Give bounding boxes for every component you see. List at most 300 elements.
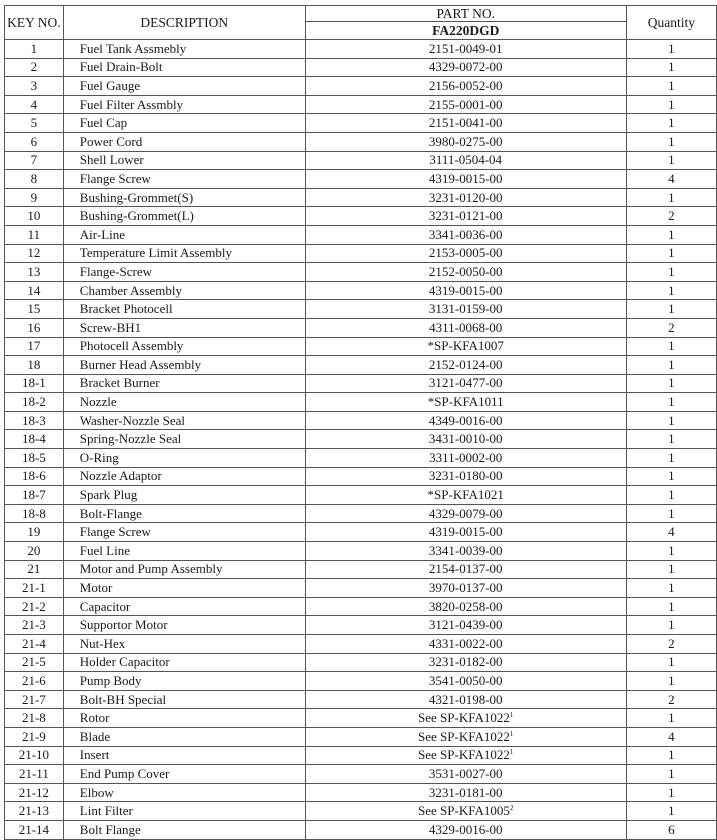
description-cell (63, 151, 305, 170)
quantity-cell-text: 1 (668, 245, 675, 261)
quantity-cell-text: 1 (668, 710, 675, 726)
part-no-cell (305, 504, 626, 523)
key-no-cell (5, 635, 64, 654)
table-row (5, 579, 717, 598)
quantity-cell (626, 188, 716, 207)
table-body (5, 40, 717, 840)
quantity-cell (626, 783, 716, 802)
part-no-cell (305, 783, 626, 802)
table-row (5, 225, 717, 244)
part-no-cell-text: 3231-0181-00 (428, 784, 503, 800)
table-row (5, 449, 717, 468)
part-no-cell-text: See SP-KFA1022 (418, 710, 510, 726)
quantity-cell-text: 1 (668, 784, 675, 800)
part-no-cell-text: 4319-0015-00 (428, 524, 503, 540)
quantity-cell (626, 802, 716, 821)
key-no-cell-text: 18-8 (21, 505, 46, 521)
key-no-cell (5, 672, 64, 691)
part-no-cell-text: 3541-0050-00 (428, 672, 503, 688)
description-cell (63, 820, 305, 839)
table-row (5, 411, 717, 430)
part-no-cell-text: 3121-0439-00 (428, 617, 503, 633)
key-no-cell-text: 7 (30, 152, 38, 168)
key-no-cell-text: 18-5 (21, 449, 46, 465)
part-no-cell (305, 393, 626, 412)
description-cell-text: Bracket Burner (79, 375, 160, 391)
part-no-cell-text: 2154-0137-00 (428, 561, 503, 577)
description-cell-text: Capacitor (79, 598, 131, 614)
quantity-cell-text: 6 (668, 821, 675, 837)
key-no-cell-text: 18-1 (21, 375, 46, 391)
description-cell (63, 318, 305, 337)
description-cell-text: Bolt Flange (79, 821, 141, 837)
quantity-cell-text: 1 (668, 226, 675, 242)
table-row (5, 727, 717, 746)
quantity-cell (626, 114, 716, 133)
key-no-cell-text: 3 (30, 77, 38, 93)
description-cell-text: Fuel Filter Assmbly (79, 96, 184, 112)
description-cell (63, 207, 305, 226)
part-no-cell (305, 653, 626, 672)
part-no-cell (305, 820, 626, 839)
table-row (5, 244, 717, 263)
part-no-cell (305, 188, 626, 207)
quantity-cell (626, 393, 716, 412)
description-cell-text: Fuel Tank Assmebly (79, 40, 187, 56)
part-no-cell-text: 4319-0015-00 (428, 170, 503, 186)
part-no-cell-text: 3231-0120-00 (428, 189, 503, 205)
quantity-cell (626, 467, 716, 486)
key-no-cell-text: 18-4 (21, 431, 46, 447)
description-cell-text: Elbow (79, 784, 114, 800)
part-no-cell (305, 486, 626, 505)
key-no-cell (5, 393, 64, 412)
key-no-cell-text: 11 (27, 226, 41, 242)
model-header: FA220DGD (305, 22, 626, 40)
part-no-cell (305, 560, 626, 579)
table-row (5, 765, 717, 784)
quantity-cell (626, 709, 716, 728)
table-row (5, 690, 717, 709)
quantity-cell (626, 746, 716, 765)
table-row (5, 58, 717, 77)
part-no-cell (305, 114, 626, 133)
key-no-cell (5, 802, 64, 821)
quantity-cell-text: 1 (668, 654, 675, 670)
quantity-cell-text: 1 (668, 152, 675, 168)
table-row (5, 616, 717, 635)
table-row (5, 300, 717, 319)
description-cell-text: Temperature Limit Assembly (79, 245, 232, 261)
description-cell (63, 727, 305, 746)
quantity-cell-text: 4 (668, 170, 675, 186)
description-cell (63, 132, 305, 151)
part-no-cell-text: 3131-0159-00 (428, 301, 503, 317)
key-no-cell (5, 356, 64, 375)
part-no-cell (305, 281, 626, 300)
description-cell (63, 765, 305, 784)
key-no-cell (5, 188, 64, 207)
quantity-header: Quantity (626, 6, 716, 40)
key-no-cell (5, 579, 64, 598)
part-no-cell-text: 2156-0052-00 (428, 77, 503, 93)
key-no-cell (5, 504, 64, 523)
footnote-marker: 1 (509, 748, 514, 757)
quantity-cell (626, 672, 716, 691)
part-no-cell-text: 3970-0137-00 (428, 580, 503, 596)
table-row (5, 95, 717, 114)
key-no-cell-text: 19 (27, 524, 41, 540)
description-cell-text: Burner Head Assembly (79, 356, 202, 372)
quantity-cell-text: 1 (668, 394, 675, 410)
part-no-cell-text: 4329-0072-00 (428, 59, 503, 75)
description-header: DESCRIPTION (63, 6, 305, 40)
key-no-cell-text: 5 (30, 115, 38, 131)
part-no-cell (305, 709, 626, 728)
quantity-cell (626, 597, 716, 616)
key-no-cell (5, 467, 64, 486)
part-no-cell-text: See SP-KFA1022 (418, 747, 510, 763)
quantity-cell-text: 1 (668, 505, 675, 521)
description-cell (63, 523, 305, 542)
part-no-cell-text: 3341-0039-00 (428, 542, 503, 558)
description-cell (63, 95, 305, 114)
description-cell-text: Fuel Drain-Bolt (79, 59, 163, 75)
quantity-cell-text: 1 (668, 617, 675, 633)
part-no-cell-text: *SP-KFA1021 (427, 487, 504, 503)
quantity-cell-text: 1 (668, 672, 675, 688)
quantity-cell-text: 1 (668, 115, 675, 131)
part-no-cell (305, 244, 626, 263)
key-no-cell-text: 21-7 (21, 691, 46, 707)
quantity-cell-text: 1 (668, 542, 675, 558)
key-no-cell (5, 170, 64, 189)
description-cell-text: Air-Line (79, 226, 126, 242)
description-cell (63, 746, 305, 765)
description-cell (63, 616, 305, 635)
quantity-cell (626, 207, 716, 226)
table-row (5, 783, 717, 802)
table-row (5, 151, 717, 170)
description-cell (63, 635, 305, 654)
key-no-cell (5, 263, 64, 282)
description-cell (63, 281, 305, 300)
quantity-cell (626, 300, 716, 319)
key-no-cell-text: 21-5 (21, 654, 46, 670)
key-no-cell (5, 77, 64, 96)
part-no-cell (305, 170, 626, 189)
description-cell-text: Supportor Motor (79, 617, 168, 633)
description-cell-text: Spark Plug (79, 487, 138, 503)
quantity-cell (626, 77, 716, 96)
footnote-marker: 1 (509, 711, 514, 720)
part-no-cell-text: 3820-0258-00 (428, 598, 503, 614)
quantity-cell-text: 1 (668, 356, 675, 372)
quantity-cell (626, 58, 716, 77)
description-cell (63, 393, 305, 412)
key-no-cell (5, 765, 64, 784)
description-cell (63, 560, 305, 579)
description-cell (63, 114, 305, 133)
part-no-cell (305, 207, 626, 226)
description-cell (63, 58, 305, 77)
description-cell-text: Fuel Line (79, 542, 130, 558)
key-no-cell-text: 21-2 (21, 598, 46, 614)
quantity-cell (626, 616, 716, 635)
quantity-cell-text: 1 (668, 431, 675, 447)
quantity-cell (626, 430, 716, 449)
table-row (5, 523, 717, 542)
part-no-cell-text: 2151-0049-01 (428, 40, 503, 56)
description-cell-text: Rotor (79, 710, 110, 726)
part-no-cell (305, 356, 626, 375)
part-no-cell-text: 4329-0079-00 (428, 505, 503, 521)
description-cell (63, 170, 305, 189)
quantity-cell-text: 1 (668, 375, 675, 391)
part-no-cell (305, 318, 626, 337)
part-no-cell-text: 2151-0041-00 (428, 115, 503, 131)
key-no-cell-text: 1 (30, 40, 38, 56)
quantity-cell-text: 1 (668, 412, 675, 428)
quantity-cell (626, 40, 716, 59)
table-row (5, 374, 717, 393)
description-cell (63, 40, 305, 59)
part-no-cell-text: 4311-0068-00 (429, 319, 503, 335)
quantity-cell-text: 1 (668, 133, 675, 149)
description-cell-text: Flange Screw (79, 170, 151, 186)
part-no-cell (305, 132, 626, 151)
part-no-cell (305, 616, 626, 635)
part-no-cell (305, 672, 626, 691)
key-no-cell (5, 690, 64, 709)
table-row (5, 356, 717, 375)
description-cell (63, 653, 305, 672)
key-no-cell (5, 411, 64, 430)
key-no-cell (5, 300, 64, 319)
part-no-cell-text: *SP-KFA1007 (427, 338, 504, 354)
key-no-cell-text: 21-14 (18, 821, 50, 837)
part-no-cell (305, 411, 626, 430)
quantity-cell-text: 1 (668, 561, 675, 577)
quantity-cell (626, 765, 716, 784)
quantity-cell-text: 1 (668, 338, 675, 354)
table-row (5, 820, 717, 839)
table-row (5, 132, 717, 151)
part-no-cell-text: 2155-0001-00 (428, 96, 503, 112)
description-cell (63, 783, 305, 802)
description-cell (63, 467, 305, 486)
key-no-cell (5, 114, 64, 133)
quantity-cell (626, 281, 716, 300)
table-row (5, 188, 717, 207)
table-row (5, 114, 717, 133)
key-no-cell-text: 21-10 (18, 747, 50, 763)
quantity-cell (626, 486, 716, 505)
part-no-cell-text: 3311-0002-00 (429, 449, 503, 465)
part-no-cell (305, 449, 626, 468)
quantity-cell-text: 1 (668, 803, 675, 819)
table-row (5, 597, 717, 616)
description-cell (63, 263, 305, 282)
part-no-cell (305, 467, 626, 486)
description-cell (63, 374, 305, 393)
quantity-cell-text: 1 (668, 598, 675, 614)
quantity-cell (626, 411, 716, 430)
key-no-cell (5, 783, 64, 802)
description-cell (63, 709, 305, 728)
description-cell (63, 802, 305, 821)
key-no-cell-text: 21-11 (18, 765, 49, 781)
key-no-cell-text: 12 (27, 245, 41, 261)
description-cell (63, 430, 305, 449)
parts-table (4, 5, 717, 840)
part-no-cell (305, 542, 626, 561)
part-no-cell-text: 4329-0016-00 (428, 821, 503, 837)
key-no-cell-text: 16 (27, 319, 41, 335)
description-cell-text: Nozzle (79, 394, 117, 410)
key-no-cell-text: 6 (30, 133, 38, 149)
part-no-cell (305, 374, 626, 393)
part-no-cell-text: 2152-0124-00 (428, 356, 503, 372)
table-row (5, 337, 717, 356)
key-no-cell (5, 244, 64, 263)
key-no-cell (5, 281, 64, 300)
part-no-cell (305, 765, 626, 784)
quantity-cell-text: 2 (668, 635, 675, 651)
description-cell-text: Blade (79, 728, 111, 744)
quantity-cell (626, 449, 716, 468)
quantity-cell (626, 244, 716, 263)
key-no-cell (5, 542, 64, 561)
quantity-cell-text: 4 (668, 728, 675, 744)
quantity-cell-text: 1 (668, 59, 675, 75)
quantity-cell (626, 560, 716, 579)
key-no-cell (5, 318, 64, 337)
key-no-cell-text: 18-2 (21, 394, 46, 410)
description-cell-text: Washer-Nozzle Seal (79, 412, 185, 428)
part-no-cell-text: 2152-0050-00 (428, 263, 503, 279)
table-row (5, 40, 717, 59)
key-no-cell (5, 560, 64, 579)
table-row (5, 486, 717, 505)
part-no-cell-text: *SP-KFA1011 (427, 394, 504, 410)
description-cell-text: Nut-Hex (79, 635, 126, 651)
part-no-cell (305, 337, 626, 356)
key-no-cell (5, 616, 64, 635)
part-no-cell (305, 579, 626, 598)
key-no-cell-text: 21-13 (18, 803, 50, 819)
description-cell (63, 411, 305, 430)
quantity-cell (626, 337, 716, 356)
key-no-cell-text: 21-4 (21, 635, 46, 651)
part-no-cell-text: 4349-0016-00 (428, 412, 503, 428)
part-no-cell-text: 3341-0036-00 (428, 226, 503, 242)
description-cell (63, 300, 305, 319)
table-row (5, 281, 717, 300)
key-no-cell-text: 18-7 (21, 487, 46, 503)
part-no-cell (305, 225, 626, 244)
key-no-cell (5, 374, 64, 393)
quantity-cell-text: 2 (668, 691, 675, 707)
description-cell-text: Insert (79, 747, 110, 763)
quantity-cell (626, 820, 716, 839)
key-no-cell (5, 337, 64, 356)
part-no-cell-text: 3431-0010-00 (428, 431, 503, 447)
key-no-cell-text: 8 (30, 170, 38, 186)
part-no-cell (305, 40, 626, 59)
key-no-cell-text: 21-3 (21, 617, 46, 633)
quantity-cell (626, 635, 716, 654)
table-row (5, 560, 717, 579)
quantity-cell (626, 263, 716, 282)
quantity-cell (626, 151, 716, 170)
key-no-cell (5, 58, 64, 77)
description-cell (63, 690, 305, 709)
table-row (5, 207, 717, 226)
part-no-cell-text: 2153-0005-00 (428, 245, 503, 261)
description-cell (63, 337, 305, 356)
table-row (5, 263, 717, 282)
description-cell-text: Motor (79, 580, 113, 596)
quantity-cell-text: 4 (668, 524, 675, 540)
description-cell-text: End Pump Cover (79, 765, 170, 781)
description-cell (63, 579, 305, 598)
key-no-cell-text: 21-9 (21, 728, 46, 744)
key-no-cell-text: 21-6 (21, 672, 46, 688)
key-no-cell-text: 21-12 (18, 784, 50, 800)
key-no-cell (5, 40, 64, 59)
quantity-cell-text: 1 (668, 449, 675, 465)
quantity-cell-text: 1 (668, 487, 675, 503)
part-no-cell (305, 635, 626, 654)
quantity-cell (626, 542, 716, 561)
part-no-cell-text: See SP-KFA1005 (418, 803, 510, 819)
quantity-cell-text: 1 (668, 282, 675, 298)
quantity-cell-text: 1 (668, 468, 675, 484)
part-no-cell-text: 4319-0015-00 (428, 282, 503, 298)
description-cell-text: Bushing-Grommet(L) (79, 208, 194, 224)
footnote-marker: 1 (509, 729, 514, 738)
description-cell-text: Bushing-Grommet(S) (79, 189, 194, 205)
quantity-cell (626, 653, 716, 672)
key-no-cell (5, 95, 64, 114)
key-no-cell-text: 20 (27, 542, 41, 558)
part-no-cell (305, 523, 626, 542)
quantity-cell-text: 1 (668, 263, 675, 279)
quantity-cell-text: 1 (668, 580, 675, 596)
table-row (5, 635, 717, 654)
key-no-cell (5, 727, 64, 746)
quantity-cell-text: 2 (668, 208, 675, 224)
description-cell-text: Shell Lower (79, 152, 144, 168)
part-no-cell (305, 727, 626, 746)
key-no-cell-text: 18 (27, 356, 41, 372)
description-cell-text: Photocell Assembly (79, 338, 184, 354)
description-cell-text: Flange Screw (79, 524, 151, 540)
key-no-cell-text: 21-8 (21, 710, 46, 726)
description-cell (63, 597, 305, 616)
table-row (5, 393, 717, 412)
description-cell (63, 188, 305, 207)
quantity-cell (626, 579, 716, 598)
table-row (5, 746, 717, 765)
key-no-cell (5, 486, 64, 505)
quantity-cell-text: 1 (668, 747, 675, 763)
description-cell (63, 356, 305, 375)
description-cell-text: Screw-BH1 (79, 319, 142, 335)
part-no-cell-text: 4331-0022-00 (428, 635, 503, 651)
part-no-cell (305, 263, 626, 282)
